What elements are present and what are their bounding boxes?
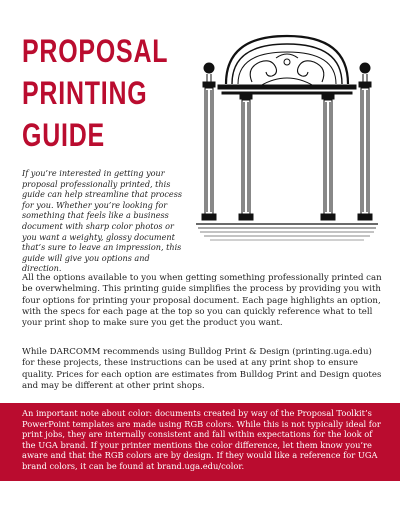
page-title xyxy=(22,30,168,156)
body-paragraph-2: While DARCOMM recommends using Bulldog Print & Design (printing.uga.edu) for these projects, these instructions can be used at any print shop to ensure quality. Prices for each option are estimates from Bulldog Print and Design quotes and may be different at other print shops. xyxy=(22,347,382,391)
university-arch-illustration xyxy=(196,28,378,252)
color-note-text: An important note about color: documents created by way of the Proposal Toolkit’s PowerPoint templates are made using RGB colors. While this is not typically ideal for print jobs, they are internally consistent and fall within expectations for the look of the UGA brand. If your printer mentions the color difference, let them know you’re aware and that the RGB colors are by design. If they would like a reference for UGA brand colors, it can be found at brand.uga.edu/color. xyxy=(22,408,381,471)
color-note-box xyxy=(0,403,400,481)
title-line-1: PROPOSAL xyxy=(22,33,169,69)
title-line-3: GUIDE xyxy=(22,117,105,153)
intro-text: If you’re interested in getting your proposal professionally printed, this guide can help streamline that process for you. Whether you’re looking for something that feels like a business document with sharp color photos or you want a weighty, glossy document that’s sure to leave an impression, this guide will give you options and direction. xyxy=(22,168,183,274)
title-line-2: PRINTING xyxy=(22,75,148,111)
body-paragraph-1: All the options available to you when getting something professionally printed can be overwhelming. This printing guide simplifies the process by providing you with four options for printing your proposal document. Each page highlights an option, with the specs for each page at the top so you can quickly reference what to tell your print shop to make sure you get the product you want. xyxy=(22,273,382,329)
